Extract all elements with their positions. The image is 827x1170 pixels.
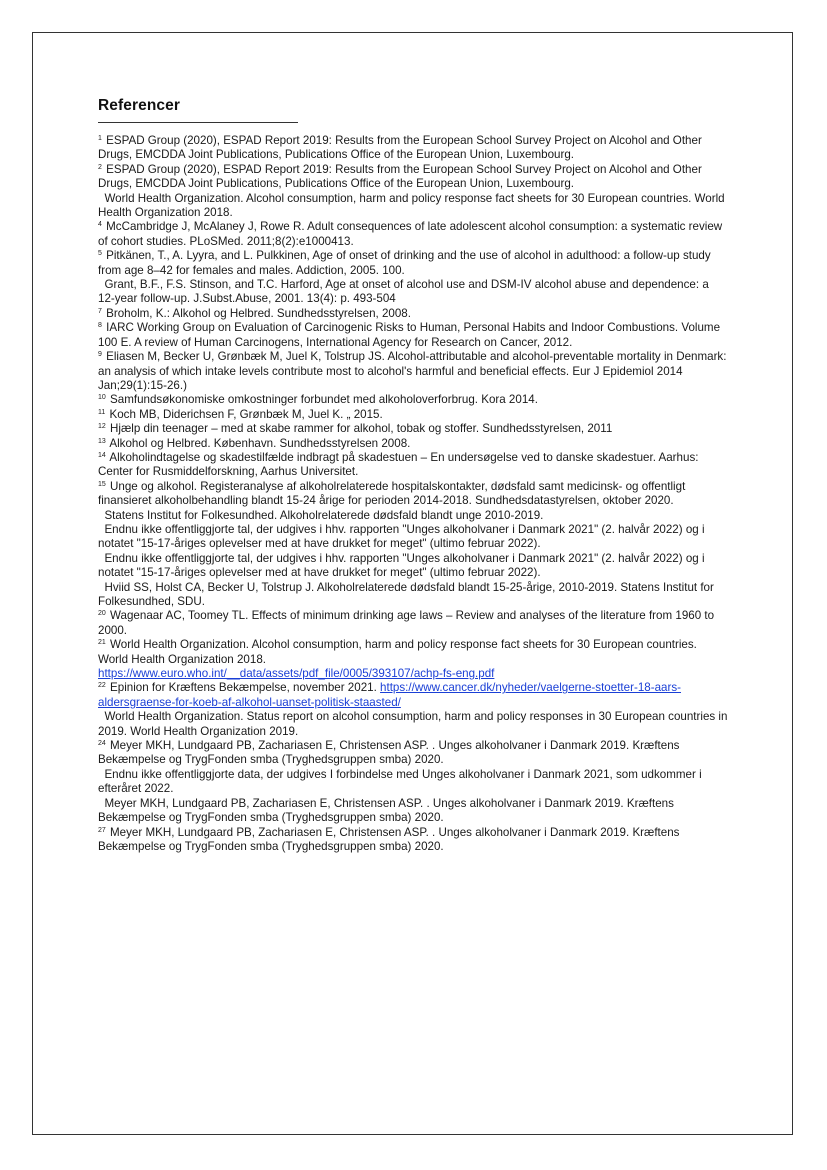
footnote-item (98, 826, 728, 855)
footnote-text: Wagenaar AC, Toomey TL. Effects of minimum drinking age laws – Review and analyses of the literature from 1960 to 2000. (98, 609, 715, 637)
footnote-text: IARC Working Group on Evaluation of Carcinogenic Risks to Human, Personal Habits and Indoor Combustions. Volume 100 E. A review of Human Carcinogens, International Agency for Research on Cancer, 2012. (98, 321, 721, 349)
footnote-item (98, 350, 728, 393)
footnote-text: Alkoholindtagelse og skadestilfælde indbragt på skadestuen – En undersøgelse ved to danske skadestuer. Aarhus: Center for Rusmiddelforskning, Aarhus Universitet. (98, 450, 699, 479)
footnote-text: World Health Organization. Alcohol consumption, harm and policy response fact sheets for 30 European countries. World Health Organization 2018. (98, 191, 725, 220)
footnote-item (98, 321, 728, 350)
footnote-text: Alkohol og Helbred. København. Sundhedsstyrelsen 2008. (106, 436, 411, 450)
footnote-text: Unge og alkohol. Registeranalyse af alkoholrelaterede hospitalskontakter, dødsfald samt medicinsk- og offentligt finansieret alkoholbehandling blandt 15-24 årige for perioden 2014-2018. Sundhedsdatastyrelsen, oktober 2020. (98, 479, 686, 508)
footnote-number: 8 (98, 322, 102, 330)
footnote-list (98, 134, 728, 854)
footnote-number: 9 (98, 351, 102, 359)
footnote-number: 21 (98, 639, 106, 647)
footnote-item (98, 523, 728, 552)
footnote-item (98, 710, 728, 739)
footnote-number: 4 (98, 221, 102, 229)
page-title: Referencer (98, 97, 180, 114)
footnote-number: 12 (98, 423, 106, 431)
footnote-number: 10 (98, 394, 106, 402)
footnote-item (98, 768, 728, 797)
footnote-number: 27 (98, 826, 106, 834)
footnote-item (98, 797, 728, 826)
footnote-number: 20 (98, 610, 106, 618)
footnote-text: Eliasen M, Becker U, Grønbæk M, Juel K, Tolstrup JS. Alcohol-attributable and alcohol-preventable mortality in Denmark: an analysis of which intake levels contribute most to alcohol's harmful and beneficial effects. Eur J Epidemiol 2014 Jan;29(1):15-26.) (98, 350, 727, 392)
footnote-divider (98, 122, 298, 123)
footnote-number: 5 (98, 250, 102, 258)
footnote-item (98, 220, 728, 249)
footnote-number: 7 (98, 307, 102, 315)
footnote-item (98, 393, 728, 407)
footnote-item (98, 278, 728, 307)
footnote-item (98, 249, 728, 278)
footnote-text: Samfundsøkonomiske omkostninger forbundet med alkoholoverforbrug. Kora 2014. (106, 393, 538, 407)
footnote-item (98, 681, 728, 710)
footnote-item (98, 638, 728, 681)
footnote-number: 22 (98, 682, 106, 690)
footnote-text: Endnu ikke offentliggjorte tal, der udgives i hhv. rapporten "Unges alkoholvaner i Danmark 2021" (2. halvår 2022) og i notatet "15-17-åriges oplevelser med at have drukket for meget" (ultimo februar 2022). (98, 522, 705, 551)
footnote-item (98, 163, 728, 192)
footnote-link[interactable]: https://www.cancer.dk/nyheder/vaelgerne-stoetter-18-aars-aldersgraense-for-koeb-af-alkohol-uanset-politisk-staasted/ (98, 681, 681, 709)
footnote-text: Epinion for Kræftens Bekæmpelse, november 2021. (106, 681, 381, 695)
footnote-text: ESPAD Group (2020), ESPAD Report 2019: Results from the European School Survey Project on Alcohol and Other Drugs, EMCDDA Joint Publications, Publications Office of the European Union, Luxembourg. (98, 162, 702, 191)
footnote-number: 11 (98, 408, 106, 416)
footnote-link[interactable]: https://www.euro.who.int/__data/assets/pdf_file/0005/393107/achp-fs-eng.pdf (98, 667, 495, 681)
footnote-text: Pitkänen, T., A. Lyyra, and L. Pulkkinen, Age of onset of drinking and the use of alcohol in adulthood: a follow-up study from age 8–42 for females and males. Addiction, 2005. 100. (98, 249, 711, 277)
footnote-number: 1 (98, 135, 102, 142)
footnote-text: Hviid SS, Holst CA, Becker U, Tolstrup J. Alkoholrelaterede dødsfald blandt 15-25-årige, 2010-2019. Statens Institut for Folkesundhed, SDU. (98, 580, 714, 608)
footnote-item (98, 480, 728, 509)
footnote-item (98, 581, 728, 610)
footnote-text: Meyer MKH, Lundgaard PB, Zachariasen E, Christensen ASP. . Unges alkoholvaner i Danmark 2019. Kræftens Bekæmpelse og TrygFonden smba (Tryghedsgruppen smba) 2020. (98, 825, 680, 853)
footnote-number: 2 (98, 163, 102, 171)
footnote-text: World Health Organization. Status report on alcohol consumption, harm and policy responses in 30 European countries in 2019. World Health Organization 2019. (98, 710, 728, 738)
footnote-item (98, 192, 728, 221)
footnote-text: McCambridge J, McAlaney J, Rowe R. Adult consequences of late adolescent alcohol consumption: a systematic review of cohort studies. PLoSMed. 2011;8(2):e1000413. (98, 220, 723, 248)
footnote-item (98, 408, 728, 422)
footnote-item (98, 739, 728, 768)
footnote-item (98, 307, 728, 321)
footnote-item (98, 609, 728, 638)
footnote-text: Koch MB, Diderichsen F, Grønbæk M, Juel K. „ 2015. (106, 407, 383, 421)
footnote-text: ESPAD Group (2020), ESPAD Report 2019: Results from the European School Survey Project on Alcohol and Other Drugs, EMCDDA Joint Publications, Publications Office of the European Union, Luxembourg. (98, 134, 702, 162)
footnote-item (98, 134, 728, 163)
footnote-text: Endnu ikke offentliggjorte data, der udgives I forbindelse med Unges alkoholvaner i Danmark 2021, som udkommer i efteråret 2022. (98, 767, 702, 796)
footnote-number: 24 (98, 740, 106, 748)
footnote-text: Grant, B.F., F.S. Stinson, and T.C. Harford, Age at onset of alcohol use and DSM-IV alcohol abuse and dependence: a 12-year follow-up. J.Subst.Abuse, 2001. 13(4): p. 493-504 (98, 278, 709, 306)
footnote-item (98, 552, 728, 581)
footnote-text: World Health Organization. Alcohol consumption, harm and policy response fact sheets for 30 European countries. World Health Organization 2018. (98, 638, 697, 666)
footnote-number: 13 (98, 437, 106, 445)
footnote-number: 14 (98, 451, 106, 459)
footnote-text: Hjælp din teenager – med at skabe rammer for alkohol, tobak og stoffer. Sundhedsstyrelsen, 2011 (106, 422, 613, 436)
footnote-item (98, 422, 728, 436)
footnote-text: Endnu ikke offentliggjorte tal, der udgives i hhv. rapporten "Unges alkoholvaner i Danmark 2021" (2. halvår 2022) og i notatet "15-17-åriges oplevelser med at have drukket for meget" (ultimo februar 2022). (98, 551, 705, 580)
footnote-item (98, 509, 728, 523)
references-section (98, 97, 728, 854)
footnote-text: Statens Institut for Folkesundhed. Alkoholrelaterede dødsfald blandt unge 2010-2019. (104, 508, 544, 522)
footnote-number: 15 (98, 480, 106, 488)
footnote-item (98, 451, 728, 480)
footnote-text: Broholm, K.: Alkohol og Helbred. Sundhedsstyrelsen, 2008. (102, 306, 411, 320)
footnote-text: Meyer MKH, Lundgaard PB, Zachariasen E, Christensen ASP. . Unges alkoholvaner i Danmark 2019. Kræftens Bekæmpelse og TrygFonden smba (Tryghedsgruppen smba) 2020. (98, 739, 680, 767)
footnote-text: Meyer MKH, Lundgaard PB, Zachariasen E, Christensen ASP. . Unges alkoholvaner i Danmark 2019. Kræftens Bekæmpelse og TrygFonden smba (Tryghedsgruppen smba) 2020. (98, 796, 674, 825)
footnote-item (98, 437, 728, 451)
